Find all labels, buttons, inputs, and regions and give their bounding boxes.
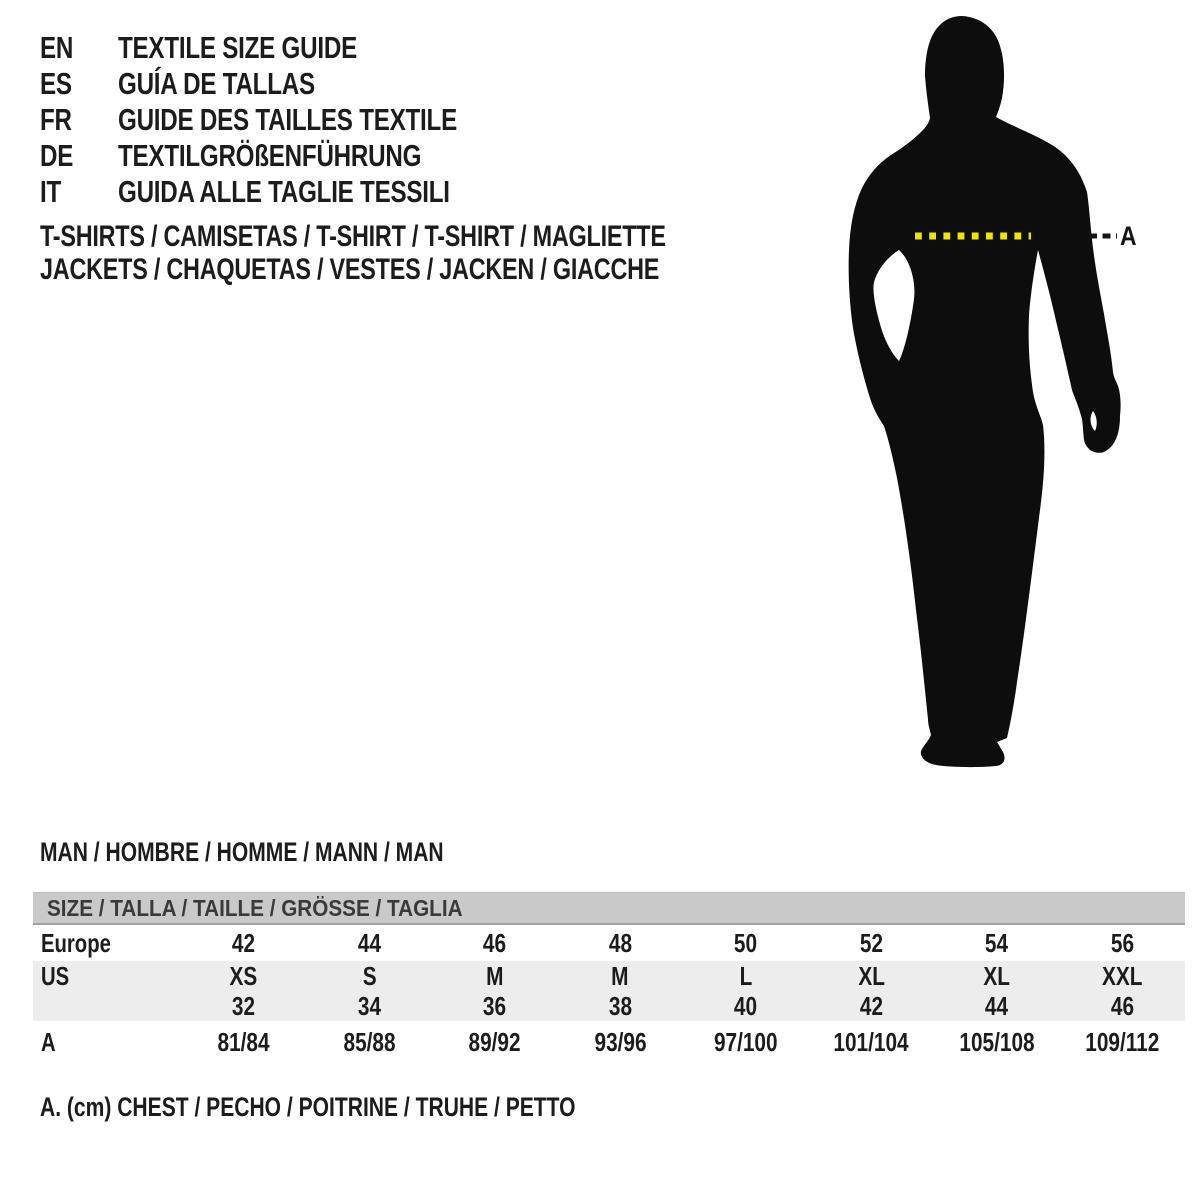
size-cell: 105/108 xyxy=(959,1026,1035,1057)
size-cell: 44 xyxy=(985,991,1009,1021)
category-line-tshirts: T-SHIRTS / CAMISETAS / T-SHIRT / T-SHIRT / MAGLIETTE xyxy=(40,220,666,253)
size-cell: 44 xyxy=(357,927,381,958)
size-row-us-numeric xyxy=(33,992,1185,1021)
size-row-europe xyxy=(33,925,1185,961)
size-cell: S xyxy=(362,961,377,991)
man-silhouette-path xyxy=(849,16,1121,767)
row-label: A xyxy=(41,1026,56,1057)
size-cell: 101/104 xyxy=(833,1026,909,1057)
size-table-header xyxy=(33,892,1185,925)
size-cell: XL xyxy=(983,961,1011,991)
size-cell: 38 xyxy=(608,991,632,1021)
language-code: IT xyxy=(40,174,62,209)
size-cell: 52 xyxy=(859,927,883,958)
size-cell: 32 xyxy=(232,991,256,1021)
language-code: ES xyxy=(40,66,72,101)
language-row-es xyxy=(40,66,457,102)
size-cell: L xyxy=(739,961,753,991)
size-cell: 42 xyxy=(859,991,883,1021)
size-cell: 46 xyxy=(483,927,507,958)
row-label xyxy=(33,991,181,1022)
size-cell: 85/88 xyxy=(343,1026,396,1057)
size-cell: 40 xyxy=(734,991,758,1021)
language-code: EN xyxy=(40,30,74,65)
size-cell: M xyxy=(611,961,629,991)
language-row-en xyxy=(40,30,457,66)
language-label: GUÍA DE TALLAS xyxy=(118,66,315,101)
size-cell: XXL xyxy=(1102,961,1143,991)
size-cell: XL xyxy=(857,961,885,991)
size-row-chest-cm xyxy=(33,1023,1185,1061)
size-cell: 46 xyxy=(1110,991,1134,1021)
size-cell: 34 xyxy=(357,991,381,1021)
language-guide xyxy=(40,30,575,210)
size-row-us xyxy=(33,961,1185,992)
row-label: Europe xyxy=(41,927,111,958)
language-label: GUIDA ALLE TAGLIE TESSILI xyxy=(118,174,450,209)
category-line-jackets: JACKETS / CHAQUETAS / VESTES / JACKEN / GIACCHE xyxy=(40,253,660,286)
size-cell: 48 xyxy=(608,927,632,958)
language-label: GUIDE DES TAILLES TEXTILE xyxy=(118,102,457,137)
row-label: US xyxy=(41,961,70,991)
language-row-it xyxy=(40,174,457,210)
category-lines xyxy=(40,220,842,286)
size-cell: 54 xyxy=(985,927,1009,958)
language-code: FR xyxy=(40,102,72,137)
measure-label-a: A xyxy=(1120,221,1137,251)
size-cell: 50 xyxy=(734,927,758,958)
language-row-de xyxy=(40,138,457,174)
language-code: DE xyxy=(40,138,74,173)
size-cell: 97/100 xyxy=(713,1026,778,1057)
size-cell: XS xyxy=(229,961,258,991)
size-cell: 109/112 xyxy=(1085,1026,1160,1057)
size-table-header-label: SIZE / TALLA / TAILLE / GRÖSSE / TAGLIA xyxy=(47,895,463,921)
size-cell: 42 xyxy=(232,927,256,958)
size-cell: 89/92 xyxy=(468,1026,521,1057)
size-cell: 56 xyxy=(1110,927,1134,958)
language-label: TEXTILE SIZE GUIDE xyxy=(118,30,357,65)
language-row-fr xyxy=(40,102,457,138)
size-cell: M xyxy=(486,961,504,991)
language-label: TEXTILGRÖßENFÜHRUNG xyxy=(118,138,422,173)
size-cell: 36 xyxy=(483,991,507,1021)
section-title-man: MAN / HOMBRE / HOMME / MANN / MAN xyxy=(40,837,444,867)
size-cell: 81/84 xyxy=(217,1026,270,1057)
footnote-chest-measure: A. (cm) CHEST / PECHO / POITRINE / TRUHE / PETTO xyxy=(40,1092,576,1122)
size-table xyxy=(33,892,1185,1061)
size-cell: 93/96 xyxy=(594,1026,647,1057)
